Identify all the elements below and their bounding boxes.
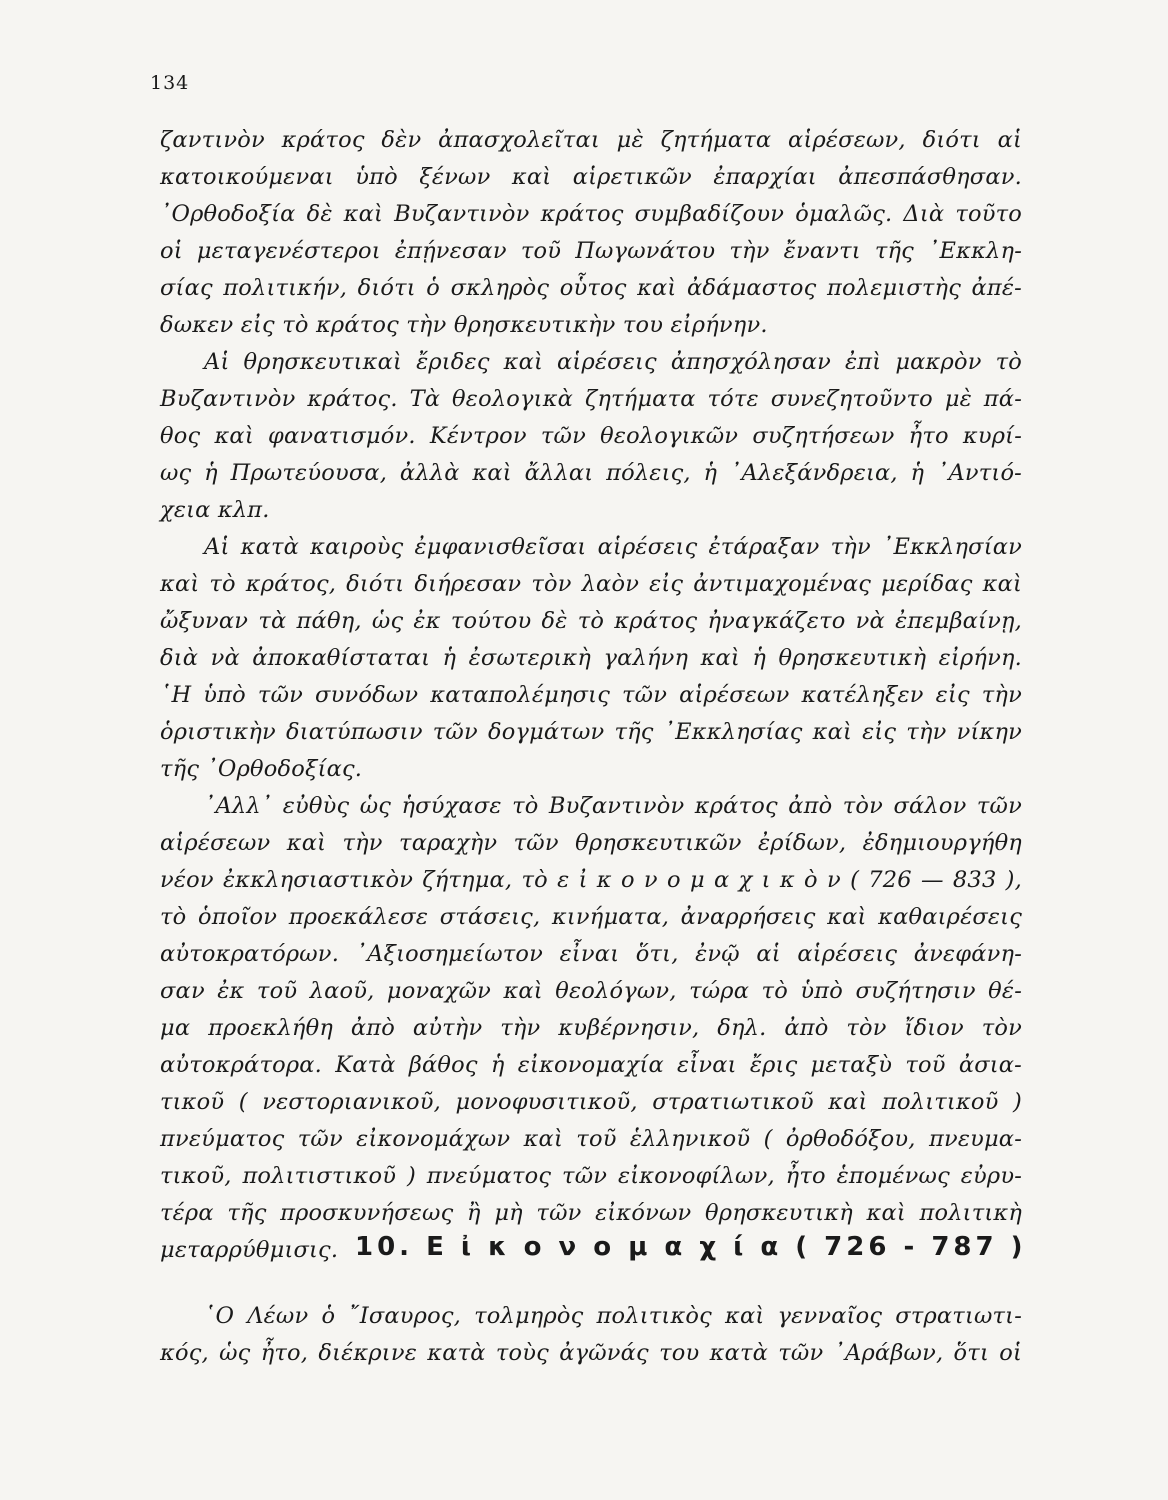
text-line: κός, ὡς ἦτο, διέκρινε κατὰ τοὺς ἀγῶνάς του κατὰ τῶν ᾿Αράβων, ὅτι οἱ <box>160 1340 1022 1366</box>
text-line: διὰ νὰ ἀποκαθίσταται ἡ ἐσωτερικὴ γαλήνη καὶ ἡ θρησκευτικὴ εἰρήνη. <box>160 645 1022 671</box>
text-line: αὐτοκρατόρων. ᾿Αξιοσημείωτον εἶναι ὅτι, ἐνῷ αἱ αἱρέσεις ἀνεφάνη- <box>160 941 1022 967</box>
text-line: μεταρρύθμισις. <box>160 1237 339 1263</box>
text-line: σίας πολιτικήν, διότι ὁ σκληρὸς οὗτος καὶ ἀδάμαστος πολεμιστὴς ἀπέ- <box>160 275 1022 301</box>
text-line: κατοικούμεναι ὑπὸ ξένων καὶ αἱρετικῶν ἐπαρχίαι ἀπεσπάσθησαν. <box>160 164 1022 190</box>
text-line: τέρα τῆς προσκυνήσεως ἢ μὴ τῶν εἰκόνων θρησκευτικὴ καὶ πολιτικὴ <box>160 1200 1022 1226</box>
section-heading: 10. Ε ἰ κ ο ν ο μ α χ ί α ( 726 - 787 ) <box>355 1232 1027 1262</box>
text-line: ῾Η ὑπὸ τῶν συνόδων καταπολέμησις τῶν αἱρέσεων κατέληξεν εἰς τὴν <box>160 682 1022 708</box>
text-line: Αἱ κατὰ καιροὺς ἐμφανισθεῖσαι αἱρέσεις ἐτάραξαν τὴν ᾿Εκκλησίαν <box>204 534 1022 560</box>
text-line: ως ἡ Πρωτεύουσα, ἀλλὰ καὶ ἄλλαι πόλεις, ἡ ᾿Αλεξάνδρεια, ἡ ᾿Αντιό- <box>160 460 1022 486</box>
text-line: αὐτοκράτορα. Κατὰ βάθος ἡ εἰκονομαχία εἶναι ἔρις μεταξὺ τοῦ ἀσια- <box>160 1052 1022 1078</box>
text-line: ὤξυναν τὰ πάθη, ὡς ἐκ τούτου δὲ τὸ κράτος ἠναγκάζετο νὰ ἐπεμβαίνῃ, <box>160 608 1022 634</box>
text-line: νέον ἐκκλησιαστικὸν ζήτημα, τὸ ε ἰ κ ο ν ο μ α χ ι κ ὸ ν ( 726 — 833 ), <box>160 867 1022 893</box>
text-line: τὸ ὁποῖον προεκάλεσε στάσεις, κινήματα, ἀναρρήσεις καὶ καθαιρέσεις <box>160 904 1022 930</box>
body-text <box>160 122 1022 1269</box>
text-line: σαν ἐκ τοῦ λαοῦ, μοναχῶν καὶ θεολόγων, τώρα τὸ ὑπὸ συζήτησιν θέ- <box>160 978 1022 1004</box>
text-line: ᾿Αλλ᾿ εὐθὺς ὡς ἡσύχασε τὸ Βυζαντινὸν κράτος ἀπὸ τὸν σάλον τῶν <box>204 793 1022 819</box>
page-number: 134 <box>150 72 190 94</box>
text-line: θος καὶ φανατισμόν. Κέντρον τῶν θεολογικῶν συζητήσεων ἦτο κυρί- <box>160 423 1022 449</box>
text-line: οἱ μεταγενέστεροι ἐπῄνεσαν τοῦ Πωγωνάτου τὴν ἔναντι τῆς ᾿Εκκλη- <box>160 238 1022 264</box>
text-line: Αἱ θρησκευτικαὶ ἔριδες καὶ αἱρέσεις ἀπησχόλησαν ἐπὶ μακρὸν τὸ <box>204 349 1022 375</box>
text-line: πνεύματος τῶν εἰκονομάχων καὶ τοῦ ἑλληνικοῦ ( ὀρθοδόξου, πνευμα- <box>160 1126 1022 1152</box>
text-line: τικοῦ, πολιτιστικοῦ ) πνεύματος τῶν εἰκονοφίλων, ἦτο ἑπομένως εὐρυ- <box>160 1163 1022 1189</box>
text-line: τῆς ᾿Ορθοδοξίας. <box>160 756 363 782</box>
text-line: ζαντινὸν κράτος δὲν ἀπασχολεῖται μὲ ζητήματα αἱρέσεων, διότι αἱ <box>160 127 1022 153</box>
text-line: Βυζαντινὸν κράτος. Τὰ θεολογικὰ ζητήματα τότε συνεζητοῦντο μὲ πά- <box>160 386 1022 412</box>
text-line: ῾Ο Λέων ὁ ῎Ισαυρος, τολμηρὸς πολιτικὸς καὶ γενναῖος στρατιωτι- <box>204 1303 1022 1329</box>
text-line: αἱρέσεων καὶ τὴν ταραχὴν τῶν θρησκευτικῶν ἐρίδων, ἐδημιουργήθη <box>160 830 1022 856</box>
text-line: ὁριστικὴν διατύπωσιν τῶν δογμάτων τῆς ᾿Εκκλησίας καὶ εἰς τὴν νίκην <box>160 719 1022 745</box>
text-line: τικοῦ ( νεστοριανικοῦ, μονοφυσιτικοῦ, στρατιωτικοῦ καὶ πολιτικοῦ ) <box>160 1089 1022 1115</box>
section-body-text <box>160 1298 1022 1372</box>
text-line: ᾿Ορθοδοξία δὲ καὶ Βυζαντινὸν κράτος συμβαδίζουν ὁμαλῶς. Διὰ τοῦτο <box>160 201 1022 227</box>
text-line: μα προεκλήθη ἀπὸ αὐτὴν τὴν κυβέρνησιν, δηλ. ἀπὸ τὸν ἴδιον τὸν <box>160 1015 1022 1041</box>
text-line: καὶ τὸ κράτος, διότι διήρεσαν τὸν λαὸν εἰς ἀντιμαχομένας μερίδας καὶ <box>160 571 1022 597</box>
text-line: χεια κλπ. <box>160 497 270 523</box>
text-line: δωκεν εἰς τὸ κράτος τὴν θρησκευτικὴν του εἰρήνην. <box>160 312 768 338</box>
